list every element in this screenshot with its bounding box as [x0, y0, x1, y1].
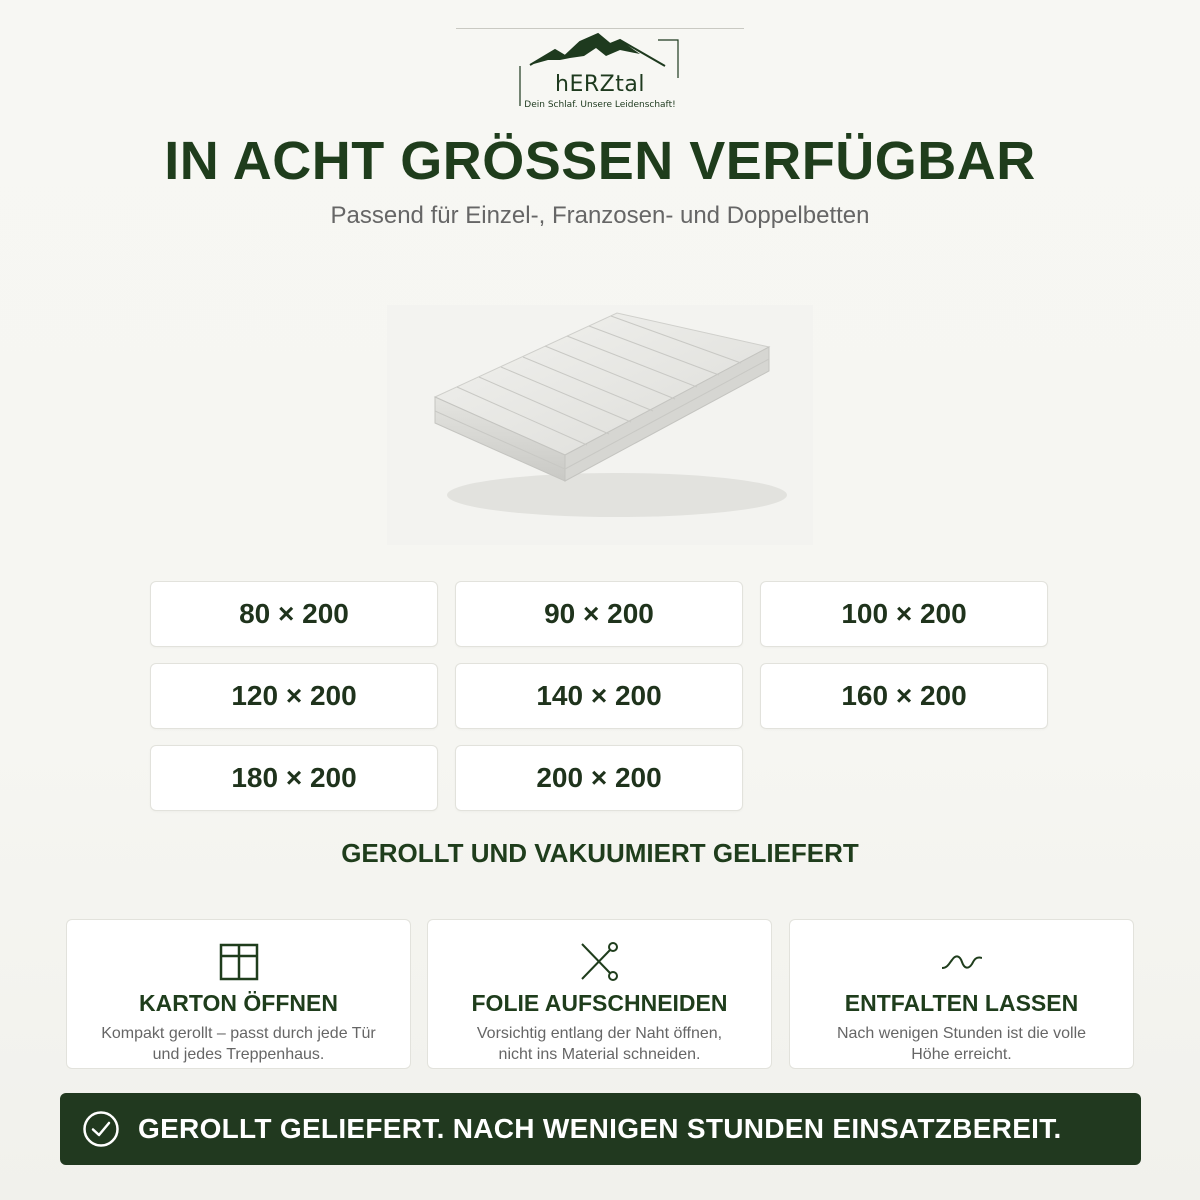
page-title: IN ACHT GRÖSSEN VERFÜGBAR — [164, 131, 1036, 191]
step-description: Kompakt gerollt – passt durch jede Tür und jedes Treppenhaus. — [101, 1025, 376, 1063]
size-label: 90 × 200 — [544, 598, 654, 629]
size-option-100x200[interactable] — [760, 581, 1048, 647]
size-option-90x200[interactable] — [455, 581, 743, 647]
step-description: Nach wenigen Stunden ist die volle Höhe erreicht. — [836, 1025, 1087, 1063]
step-title: FOLIE AUFSCHNEIDEN — [471, 990, 728, 1016]
size-label: 100 × 200 — [841, 598, 967, 629]
wave-icon — [942, 942, 982, 982]
step-card-cut-foil — [427, 919, 772, 1069]
size-option-120x200[interactable] — [150, 663, 438, 729]
step-card-unfold — [789, 919, 1134, 1069]
check-circle-icon — [82, 1110, 120, 1148]
delivery-section-title: GEROLLT UND VAKUUMIERT GELIEFERT — [341, 838, 859, 868]
brand-logo — [510, 30, 690, 120]
size-label: 80 × 200 — [239, 598, 349, 629]
size-option-80x200[interactable] — [150, 581, 438, 647]
mattress-image — [387, 305, 813, 545]
bottom-banner — [60, 1093, 1141, 1165]
brand-tagline: Dein Schlaf. Unsere Leidenschaft! — [524, 100, 676, 110]
size-label: 200 × 200 — [536, 762, 662, 793]
size-label: 160 × 200 — [841, 680, 967, 711]
brand-name: hERZtal — [555, 72, 645, 97]
size-label: 140 × 200 — [536, 680, 662, 711]
step-card-open-box — [66, 919, 411, 1069]
scissors-icon — [580, 942, 620, 982]
page-subtitle: Passend für Einzel-, Franzosen- und Doppelbetten — [330, 202, 870, 229]
step-description: Vorsichtig entlang der Naht öffnen, nicht ins Material schneiden. — [476, 1025, 723, 1063]
top-divider — [456, 28, 744, 29]
step-title: ENTFALTEN LASSEN — [844, 990, 1079, 1016]
box-icon — [219, 942, 259, 982]
size-option-200x200[interactable] — [455, 745, 743, 811]
size-label: 120 × 200 — [231, 680, 357, 711]
step-title: KARTON ÖFFNEN — [139, 990, 338, 1016]
size-option-180x200[interactable] — [150, 745, 438, 811]
size-option-140x200[interactable] — [455, 663, 743, 729]
size-label: 180 × 200 — [231, 762, 357, 793]
size-option-160x200[interactable] — [760, 663, 1048, 729]
banner-text: GEROLLT GELIEFERT. NACH WENIGEN STUNDEN EINSATZBEREIT. — [138, 1113, 1062, 1144]
